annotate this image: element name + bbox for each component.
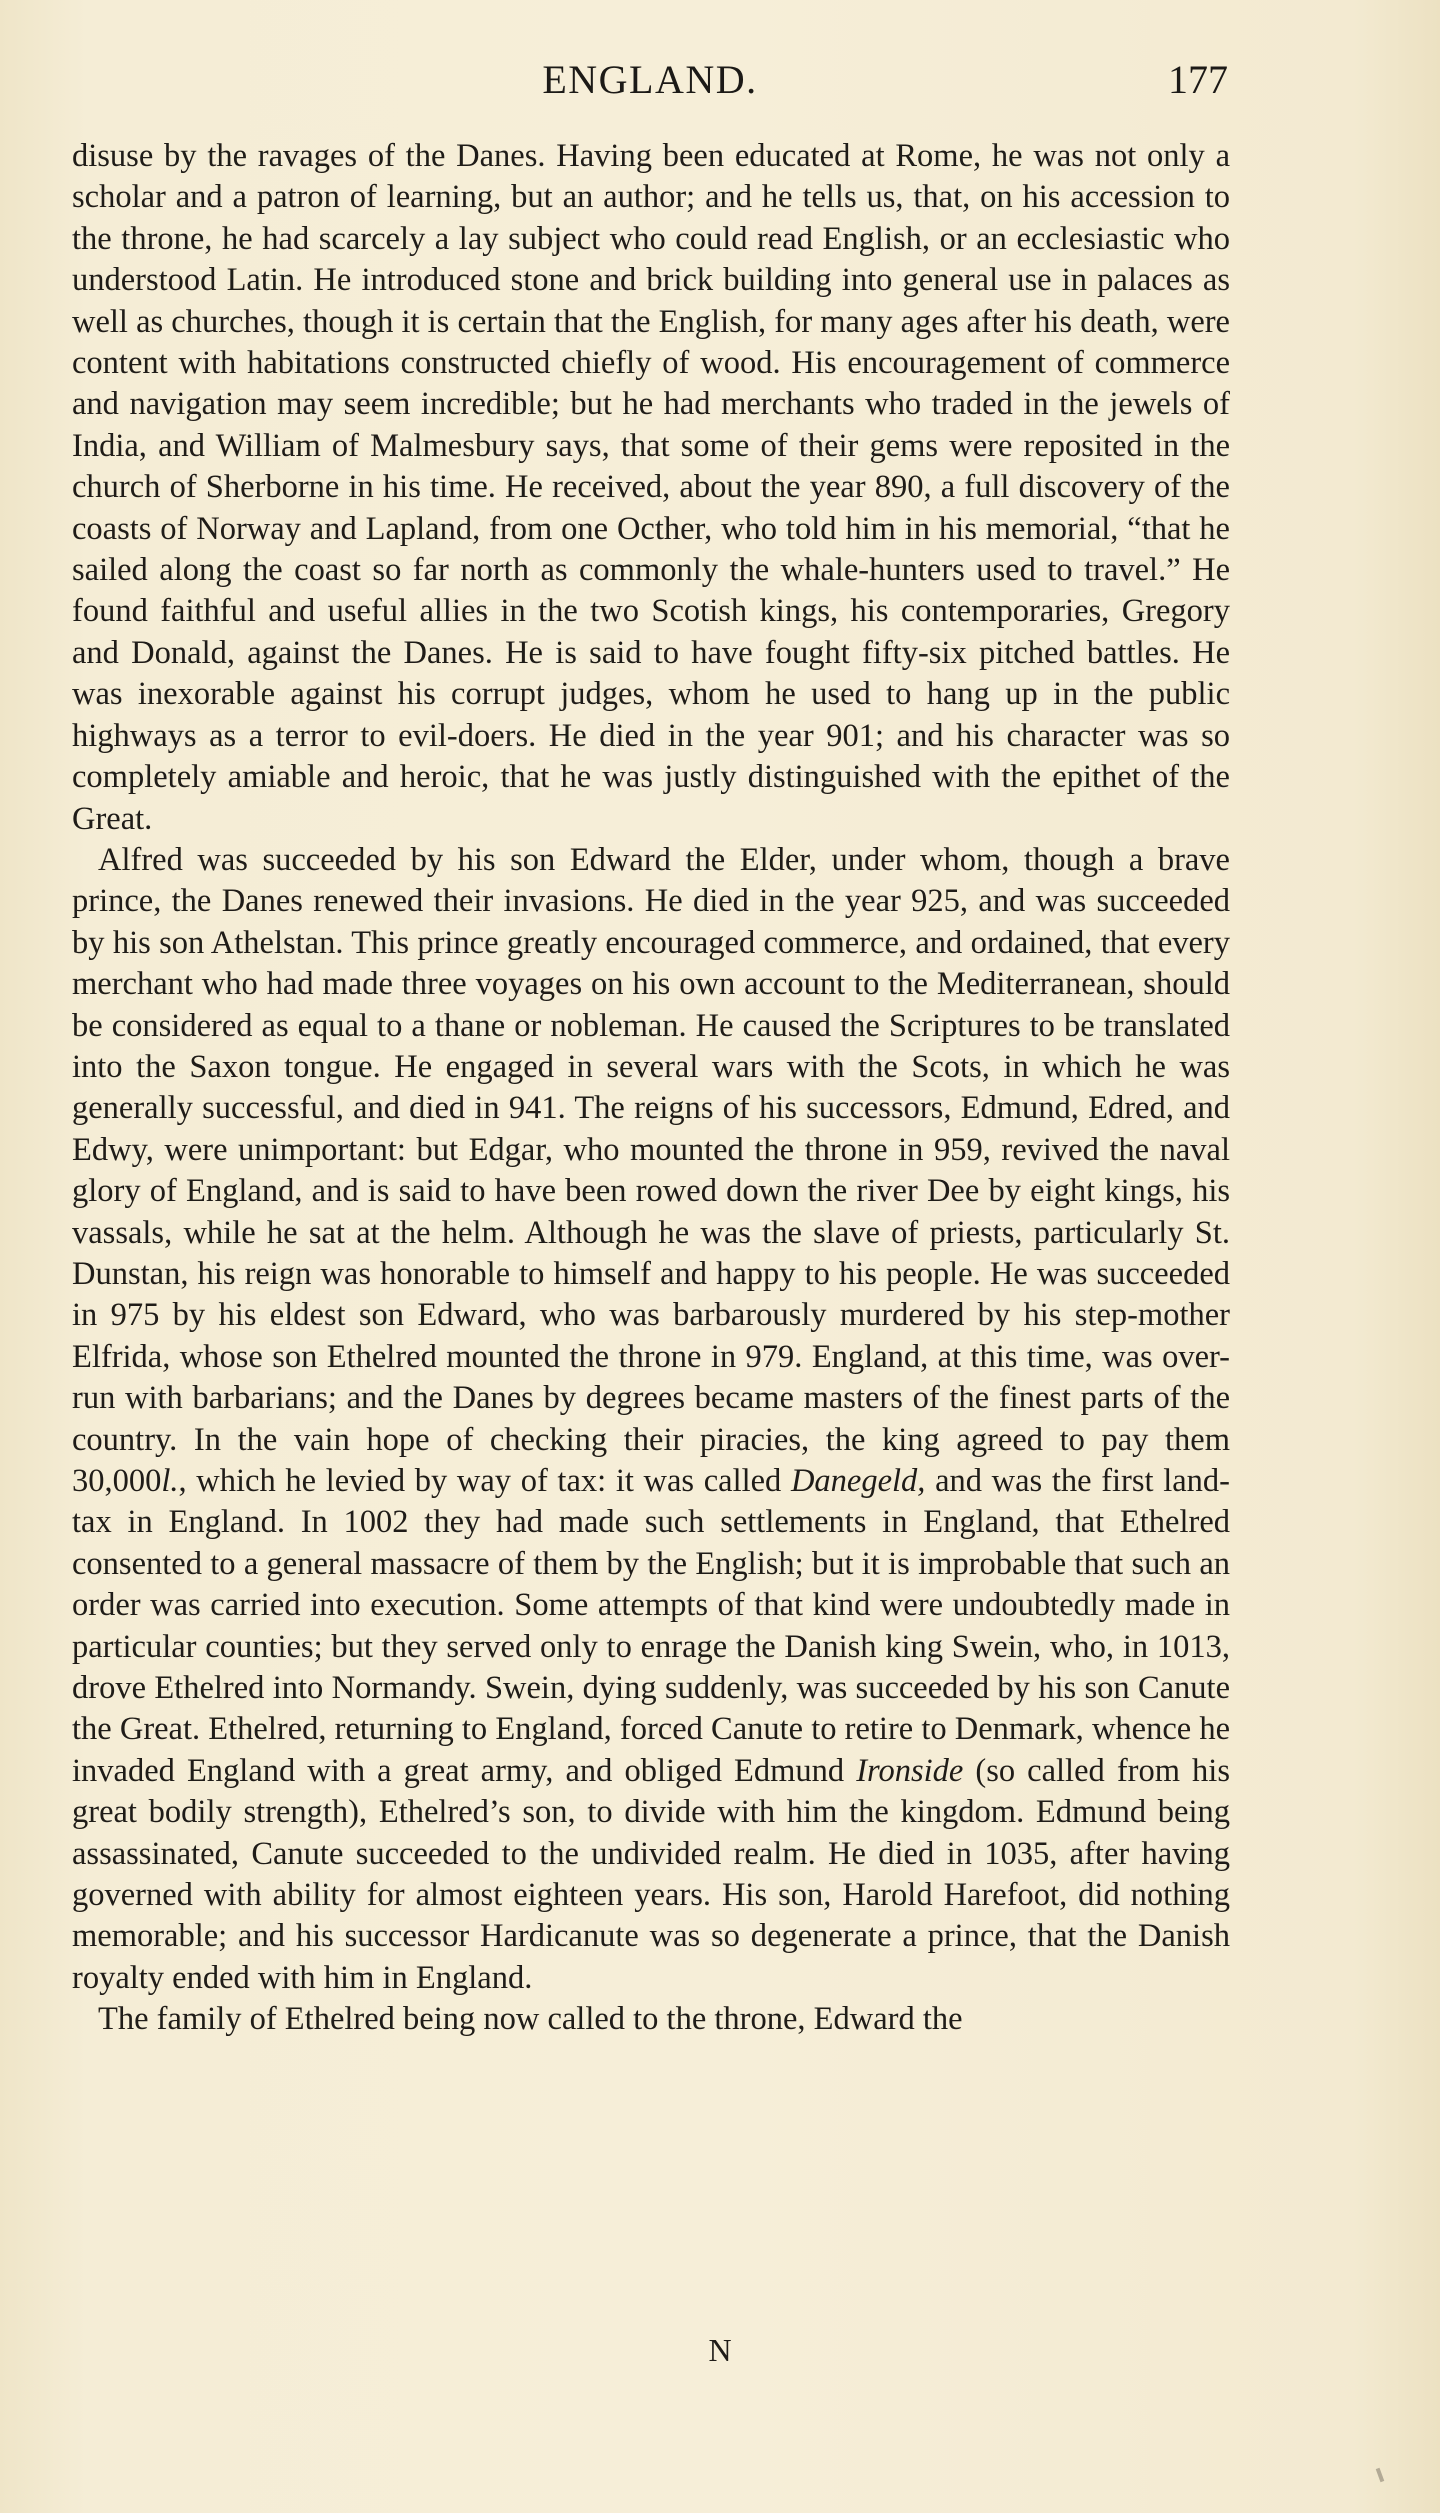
paragraph-alfred xyxy=(72,136,1230,840)
italic-danegeld: Danegeld, xyxy=(790,1463,926,1499)
page-number: 177 xyxy=(1168,57,1228,102)
paragraph-ethelred-family xyxy=(72,1999,1230,2040)
running-title: ENGLAND. xyxy=(542,57,758,102)
text-run: , which he levied by way of tax: it was called xyxy=(178,1463,791,1499)
italic-pounds: l. xyxy=(161,1463,179,1499)
signature-mark: N xyxy=(708,2332,732,2368)
body-text xyxy=(72,136,1230,2041)
text-run: The family of Ethelred being now called to the throne, Edward the xyxy=(98,2001,963,2038)
text-run: disuse by the ravages of the Danes. Having been educated at Rome, he was not only a scholar and a patron of learning, but an author; and he tells us, that, on his accession to the throne, he had scarcely a lay subject who could read English, or an ecclesiastic who understood Latin. He introduced stone and brick building into general use in palaces as well as churches, though it is certain that the English, for many ages after his death, were content with habitations constructed chiefly of wood. His encouragement of commerce and navigation may seem incredible; but he had merchants who traded in the jewels of India, and William of Malmesbury says, that some of their gems were reposited in the church of Sherborne in his time. He received, about the year 890, a full discovery of the coasts of Norway and Lapland, from one Octher, who told him in his memorial, “that he sailed along the coast so far north as commonly the whale-hunters used to travel.” He found faithful and useful allies in the two Scotish kings, his contemporaries, Gregory and Donald, against the Danes. He is said to have fought fifty-six pitched battles. He was inexorable against his corrupt judges, whom he used to hang up in the public highways as a terror to evil-doers. He died in the year 901; and his character was so completely amiable and heroic, that he was justly distinguished with the epithet of the Great. xyxy=(72,138,1230,837)
text-run: Alfred was succeeded by his son Edward the Elder, under whom, though a brave prince, the Danes renewed their invasions. He died in the year 925, and was succeeded by his son Athelstan. This prince greatly encouraged commerce, and ordained, that every merchant who had made three voyages on his own account to the Mediterranean, should be considered as equal to a thane or nobleman. He caused the Scriptures to be translated into the Saxon tongue. He engaged in several wars with the Scots, in which he was generally successful, and died in 941. The reigns of his successors, Edmund, Edred, and Edwy, were unimportant: but Edgar, who mounted the throne in 959, revived the naval glory of England, and is said to have been rowed down the river Dee by eight kings, his vassals, while he sat at the helm. Although he was the slave of priests, particularly St. Dunstan, his reign was honorable to himself and happy to his people. He was succeeded in 975 by his eldest son Edward, who was barbarously murdered by his step-mother Elfrida, whose son Ethelred mounted the throne in 979. England, at this time, was over-run with barbarians; and the Danes by degrees became masters of the finest parts of the country. In the vain hope of checking their piracies, the king agreed to pay them 30,000 xyxy=(72,841,1230,1499)
margin-mark xyxy=(1376,2468,1385,2483)
page-header xyxy=(72,52,1228,112)
text-run: (so called from his great bodily strength), Ethelred’s son, to divide with him the kingdom. Edmund being assassinated, Canute succeeded to the undivided realm. He died in 1035, after having governed with ability for almost eighteen years. His son, Harold Harefoot, did nothing memorable; and his successor Hardicanute was so degenerate a prince, that the Danish royalty ended with him in England. xyxy=(72,1752,1230,1996)
text-run: and was the first land-tax in England. In 1002 they had made such settlements in England, that Ethelred consented to a general massacre of them by the English; but it is improbable that such an order was carried into execution. Some attempts of that kind were undoubtedly made in particular counties; but they served only to enrage the Danish king Swein, who, in 1013, drove Ethelred into Normandy. Swein, dying suddenly, was succeeded by his son Canute the Great. Ethelred, returning to England, forced Canute to retire to Denmark, whence he invaded England with a great army, and obliged Edmund xyxy=(72,1463,1230,1789)
italic-ironside: Ironside xyxy=(856,1752,964,1789)
paragraph-successors xyxy=(72,840,1230,1999)
